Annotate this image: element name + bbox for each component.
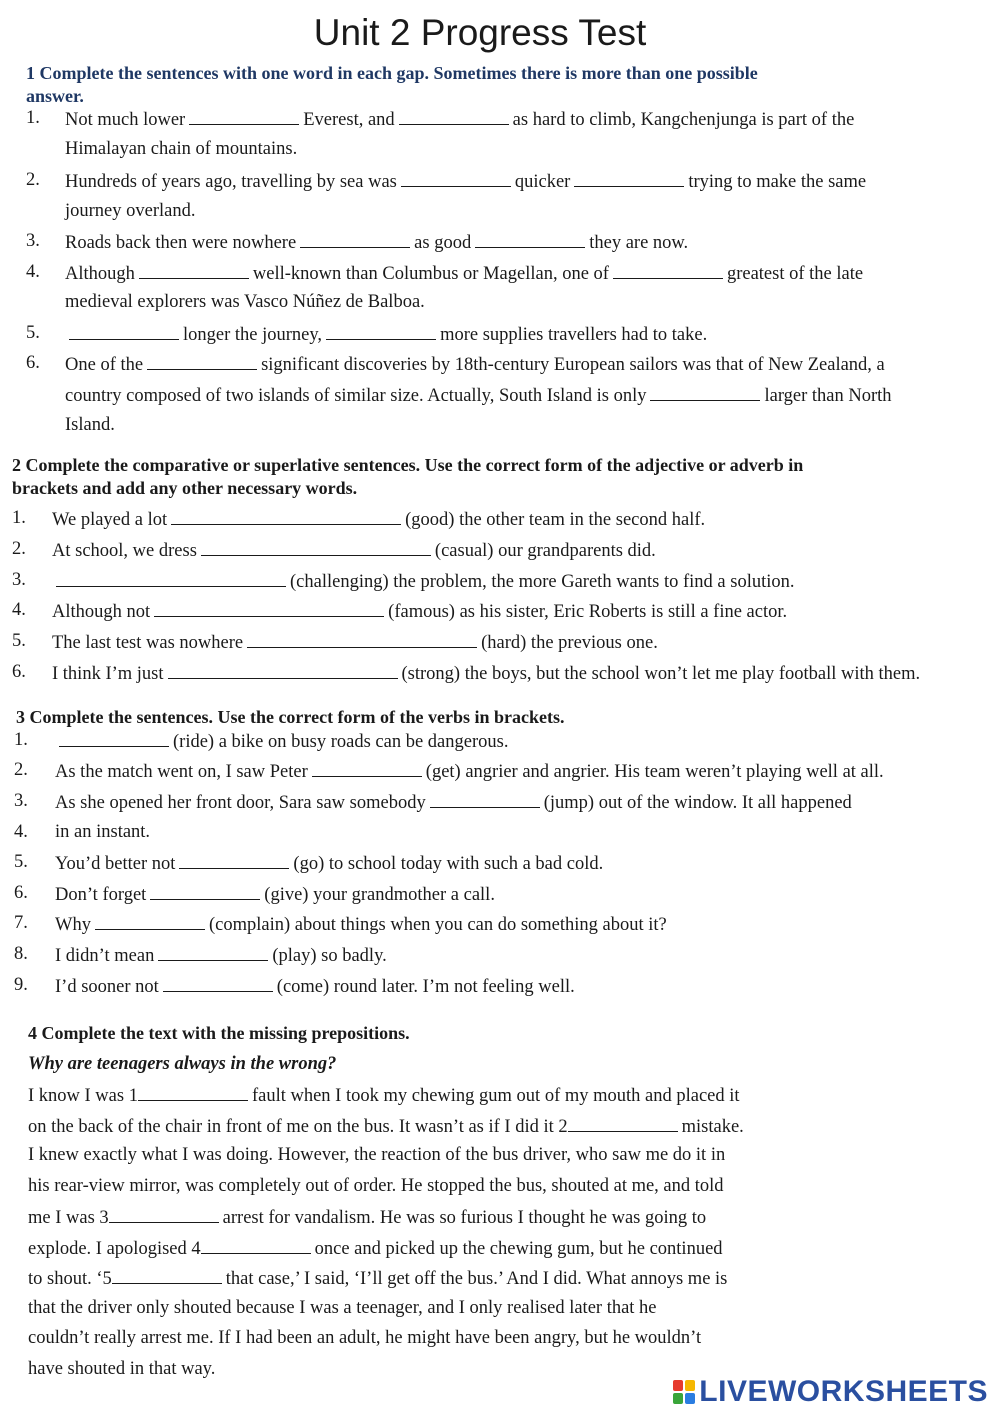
- answer-gap[interactable]: [171, 506, 401, 525]
- question-text: Island.: [65, 415, 115, 435]
- question-line: [55, 881, 495, 907]
- text-segment: I know I was 1: [28, 1086, 138, 1106]
- question-number: 4.: [14, 822, 28, 842]
- question-line: [65, 260, 863, 286]
- section-1-heading: 1 Complete the sentences with one word in each gap. Sometimes there is more than one possible: [26, 63, 758, 83]
- text-segment: explode. I apologised 4: [28, 1238, 201, 1259]
- question-line: [52, 660, 920, 686]
- question-text: significant discoveries by 18th-century European sailors was that of New Zealand, a: [261, 355, 885, 375]
- question-line: [55, 758, 884, 784]
- text-line: [28, 1143, 725, 1167]
- answer-gap[interactable]: [179, 850, 289, 869]
- question-number: 6.: [26, 353, 40, 373]
- question-text: Although: [65, 264, 135, 284]
- liveworksheets-logo[interactable]: [673, 1375, 988, 1409]
- question-text: (complain) about things when you can do something about it?: [208, 915, 667, 935]
- question-line: [52, 629, 658, 655]
- question-number: 4.: [12, 600, 26, 620]
- question-line: [55, 973, 575, 999]
- section-2-heading-cont: brackets and add any other necessary words.: [12, 478, 358, 498]
- question-text: (ride) a bike on busy roads can be dangerous.: [173, 732, 509, 752]
- question-line: [65, 382, 892, 408]
- answer-gap[interactable]: [201, 537, 431, 556]
- text-segment: me I was 3: [28, 1208, 109, 1228]
- question-line: [55, 850, 603, 876]
- logo-text: LIVEWORKSHEETS: [699, 1375, 988, 1408]
- question-text: trying to make the same: [688, 172, 867, 192]
- answer-gap[interactable]: [326, 321, 436, 340]
- question-number: 6.: [14, 883, 28, 903]
- text-segment: that the driver only shouted because I was a teenager, and I only realised later that he: [28, 1297, 657, 1318]
- answer-gap[interactable]: [154, 598, 384, 617]
- question-text: (give) your grandmother a call.: [264, 885, 495, 905]
- text-segment: have shouted in that way.: [28, 1358, 216, 1379]
- question-text: quicker: [514, 172, 571, 192]
- liveworksheets-logo-icon: [673, 1380, 695, 1404]
- question-text: as good: [414, 233, 472, 253]
- answer-gap[interactable]: [574, 168, 684, 187]
- text-line: [28, 1113, 744, 1139]
- answer-gap[interactable]: [430, 789, 540, 808]
- question-text: (casual) our grandparents did.: [434, 541, 656, 561]
- text-segment: on the back of the chair in front of me on the bus. It wasn’t as if I did it 2: [28, 1116, 568, 1137]
- question-text: more supplies travellers had to take.: [440, 325, 708, 345]
- question-text: One of the: [65, 355, 144, 375]
- text-line: [28, 1326, 701, 1350]
- question-text: (jump) out of the window. It all happened: [543, 793, 852, 813]
- question-number: 5.: [26, 323, 40, 343]
- question-line: [55, 820, 150, 844]
- answer-gap[interactable]: [168, 660, 398, 679]
- answer-gap[interactable]: [475, 229, 585, 248]
- question-line: [65, 199, 196, 223]
- question-text: Hundreds of years ago, travelling by sea was: [65, 172, 397, 192]
- question-line: [52, 568, 795, 594]
- text-line: [28, 1357, 215, 1381]
- question-text: We played a lot: [52, 510, 168, 530]
- answer-gap[interactable]: [147, 351, 257, 370]
- question-text: Although not: [52, 602, 151, 622]
- question-number: 9.: [14, 975, 28, 995]
- question-text: Roads back then were nowhere: [65, 233, 297, 253]
- question-text: (good) the other team in the second half.: [405, 510, 706, 530]
- text-segment: fault when I took my chewing gum out of my mouth and placed it: [251, 1086, 740, 1106]
- question-text: country composed of two islands of similar size. Actually, South Island is only: [65, 386, 647, 406]
- text-segment: to shout. ‘5: [28, 1269, 112, 1289]
- text-segment: I knew exactly what I was doing. However, the reaction of the bus driver, who saw me do it in: [28, 1145, 726, 1165]
- answer-gap[interactable]: [613, 260, 723, 279]
- question-number: 2.: [26, 170, 40, 190]
- text-line: [28, 1204, 706, 1230]
- question-text: At school, we dress: [52, 541, 197, 561]
- question-number: 3.: [14, 791, 28, 811]
- question-line: [65, 137, 297, 161]
- answer-gap[interactable]: [139, 260, 249, 279]
- answer-gap[interactable]: [312, 758, 422, 777]
- text-line: [28, 1082, 740, 1108]
- text-segment: arrest for vandalism. He was so furious I thought he was going to: [222, 1208, 707, 1228]
- page-title: Unit 2 Progress Test: [313, 12, 647, 53]
- question-number: 4.: [26, 262, 40, 282]
- answer-gap[interactable]: [158, 942, 268, 961]
- question-text: they are now.: [589, 233, 689, 253]
- question-number: 7.: [14, 913, 28, 933]
- question-number: 2.: [12, 539, 26, 559]
- question-text: (get) angrier and angrier. His team weren’t playing well at all.: [425, 762, 884, 782]
- question-line: [65, 168, 866, 194]
- question-text: As she opened her front door, Sara saw somebody: [55, 793, 426, 813]
- question-number: 2.: [14, 760, 28, 780]
- section-3-heading: 3 Complete the sentences. Use the correct form of the verbs in brackets.: [16, 707, 565, 727]
- question-text: The last test was nowhere: [52, 633, 244, 653]
- text-title: Why are teenagers always in the wrong?: [28, 1054, 337, 1074]
- logo-square-yellow: [685, 1380, 695, 1391]
- answer-gap[interactable]: [650, 382, 760, 401]
- question-line: [52, 506, 705, 532]
- answer-gap[interactable]: [56, 568, 286, 587]
- question-text: as hard to climb, Kangchenjunga is part of the: [512, 110, 855, 130]
- answer-gap[interactable]: [163, 973, 273, 992]
- question-number: 3.: [12, 570, 26, 590]
- question-text: Everest, and: [303, 110, 395, 130]
- question-line: [55, 942, 387, 968]
- answer-gap[interactable]: [109, 1204, 219, 1223]
- text-segment: that case,’ I said, ‘I’ll get off the bus.’ And I did. What annoys me is: [225, 1269, 728, 1289]
- question-line: [65, 351, 885, 377]
- answer-gap[interactable]: [69, 321, 179, 340]
- question-text: You’d better not: [55, 854, 176, 874]
- answer-gap[interactable]: [399, 106, 509, 125]
- question-text: (come) round later. I’m not feeling well.: [276, 977, 575, 997]
- question-text: Not much lower: [65, 110, 186, 130]
- question-text: (play) so badly.: [272, 946, 387, 966]
- question-number: 5.: [12, 631, 26, 651]
- answer-gap[interactable]: [201, 1235, 311, 1254]
- text-line: [28, 1174, 724, 1198]
- question-number: 8.: [14, 944, 28, 964]
- question-text: larger than North: [764, 386, 892, 406]
- question-text: medieval explorers was Vasco Núñez de Balboa.: [65, 292, 425, 312]
- question-text: Why: [55, 915, 91, 935]
- question-line: [52, 598, 787, 624]
- question-number: 1.: [14, 730, 28, 750]
- section-4-heading: 4 Complete the text with the missing prepositions.: [28, 1023, 410, 1043]
- question-text: (challenging) the problem, the more Gareth wants to find a solution.: [290, 572, 795, 592]
- question-line: [65, 290, 425, 314]
- question-text: (famous) as his sister, Eric Roberts is still a fine actor.: [388, 602, 788, 622]
- text-segment: his rear-view mirror, was completely out of order. He stopped the bus, shouted at me, and told: [28, 1175, 724, 1196]
- question-number: 3.: [26, 231, 40, 251]
- text-segment: couldn’t really arrest me. If I had been an adult, he might have been angry, but he wouldn’t: [28, 1328, 702, 1348]
- answer-gap[interactable]: [568, 1113, 678, 1132]
- text-line: [28, 1265, 727, 1291]
- question-line: [65, 229, 688, 255]
- answer-gap[interactable]: [300, 229, 410, 248]
- answer-gap[interactable]: [401, 168, 511, 187]
- question-text: well-known than Columbus or Magellan, one of: [252, 264, 609, 284]
- answer-gap[interactable]: [112, 1265, 222, 1284]
- question-line: [65, 321, 707, 347]
- question-text: I think I’m just: [52, 664, 164, 684]
- question-line: [65, 413, 115, 437]
- question-number: 1.: [26, 108, 40, 128]
- question-text: in an instant.: [55, 822, 151, 842]
- logo-square-blue: [685, 1393, 695, 1404]
- question-line: [55, 728, 508, 754]
- logo-square-green: [673, 1393, 683, 1404]
- question-line: [55, 911, 667, 937]
- question-number: 1.: [12, 508, 26, 528]
- question-text: (hard) the previous one.: [481, 633, 658, 653]
- question-text: I didn’t mean: [55, 946, 155, 966]
- logo-square-red: [673, 1380, 683, 1391]
- question-text: (strong) the boys, but the school won’t let me play football with them.: [401, 664, 921, 684]
- question-text: (go) to school today with such a bad cold.: [293, 854, 604, 874]
- question-text: Don’t forget: [55, 885, 147, 905]
- question-line: [55, 789, 852, 815]
- question-text: Himalayan chain of mountains.: [65, 139, 298, 159]
- answer-gap[interactable]: [247, 629, 477, 648]
- question-number: 6.: [12, 662, 26, 682]
- text-segment: mistake.: [681, 1116, 744, 1137]
- question-text: greatest of the late: [726, 264, 864, 284]
- text-segment: once and picked up the chewing gum, but he continued: [314, 1238, 723, 1259]
- answer-gap[interactable]: [59, 728, 169, 747]
- question-line: [65, 106, 854, 132]
- answer-gap[interactable]: [138, 1082, 248, 1101]
- question-text: journey overland.: [65, 201, 196, 221]
- text-line: [28, 1296, 657, 1320]
- answer-gap[interactable]: [95, 911, 205, 930]
- question-line: [52, 537, 656, 563]
- question-text: I’d sooner not: [55, 977, 159, 997]
- section-2-heading: 2 Complete the comparative or superlative sentences. Use the correct form of the adjective or adverb in: [12, 455, 804, 475]
- section-1-heading-cont: answer.: [26, 86, 84, 106]
- answer-gap[interactable]: [150, 881, 260, 900]
- question-text: As the match went on, I saw Peter: [55, 762, 308, 782]
- text-line: [28, 1235, 723, 1261]
- question-text: longer the journey,: [183, 325, 323, 345]
- answer-gap[interactable]: [189, 106, 299, 125]
- question-number: 5.: [14, 852, 28, 872]
